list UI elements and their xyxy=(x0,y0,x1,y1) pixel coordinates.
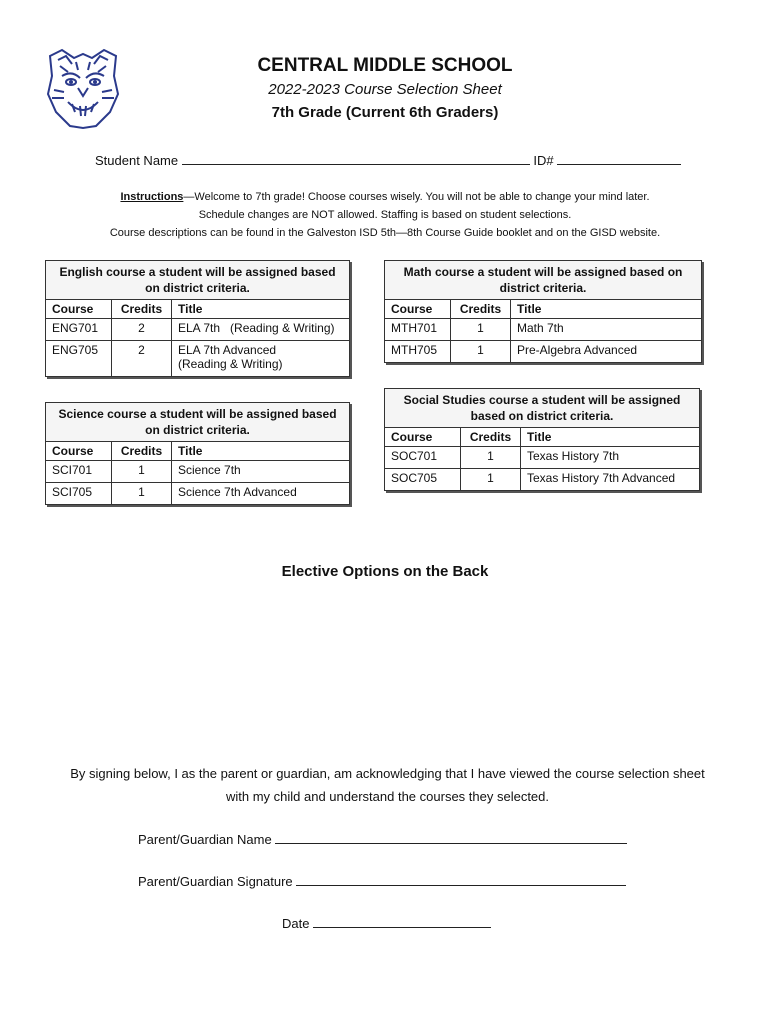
guardian-name-field[interactable] xyxy=(275,830,627,844)
table-row xyxy=(385,319,702,341)
course-title: Texas History 7th Advanced xyxy=(521,469,700,491)
col-header-course: Course xyxy=(46,442,112,461)
course-credits: 1 xyxy=(461,447,521,469)
course-title: Math 7th xyxy=(511,319,702,341)
col-header-credits: Credits xyxy=(112,442,172,461)
instructions-text-1: —Welcome to 7th grade! Choose courses wisely. You will not be able to change your mind later. xyxy=(183,191,650,203)
course-title xyxy=(172,341,350,377)
table-row xyxy=(46,483,350,505)
guardian-signature-label: Parent/Guardian Signature xyxy=(138,874,293,889)
social-studies-table-caption: Social Studies course a student will be assigned based on district criteria. xyxy=(385,389,700,428)
grade-line: 7th Grade (Current 6th Graders) xyxy=(271,104,499,121)
course-credits: 2 xyxy=(112,319,172,341)
instructions-line-2: Schedule changes are NOT allowed. Staffing is based on student selections. xyxy=(198,209,572,221)
guardian-signature-line xyxy=(138,872,626,889)
instructions-label: Instructions xyxy=(120,191,184,203)
date-field[interactable] xyxy=(313,914,491,928)
science-table-caption: Science course a student will be assigned based on district criteria. xyxy=(46,403,350,442)
course-code: SCI701 xyxy=(46,461,112,483)
math-course-table xyxy=(384,260,702,363)
table-row xyxy=(385,341,702,363)
course-title: Pre-Algebra Advanced xyxy=(511,341,702,363)
guardian-name-line xyxy=(138,830,627,847)
course-code: SCI705 xyxy=(46,483,112,505)
sheet-title: 2022-2023 Course Selection Sheet xyxy=(268,81,502,98)
table-row xyxy=(385,469,700,491)
course-credits: 2 xyxy=(112,341,172,377)
table-row xyxy=(46,461,350,483)
col-header-credits: Credits xyxy=(112,300,172,319)
course-credits: 1 xyxy=(451,319,511,341)
course-code: ENG701 xyxy=(46,319,112,341)
science-course-table xyxy=(45,402,350,505)
student-name-field[interactable] xyxy=(182,151,530,165)
col-header-title: Title xyxy=(511,300,702,319)
table-row xyxy=(46,341,350,377)
guardian-name-label: Parent/Guardian Name xyxy=(138,832,272,847)
instructions-line-3: Course descriptions can be found in the Galveston ISD 5th—8th Course Guide booklet and on the GISD website. xyxy=(109,227,661,239)
math-table-caption: Math course a student will be assigned based on district criteria. xyxy=(385,261,702,300)
col-header-title: Title xyxy=(521,428,700,447)
instructions xyxy=(0,188,770,242)
course-code: ENG705 xyxy=(46,341,112,377)
acknowledgement-text: By signing below, I as the parent or guardian, am acknowledging that I have viewed the course selection sheet with my child and understand the courses they selected. xyxy=(70,766,705,804)
col-header-course: Course xyxy=(46,300,112,319)
course-credits: 1 xyxy=(112,461,172,483)
course-title: Texas History 7th xyxy=(521,447,700,469)
course-code: MTH705 xyxy=(385,341,451,363)
date-line xyxy=(282,914,491,931)
english-course-table xyxy=(45,260,350,377)
course-credits: 1 xyxy=(112,483,172,505)
student-id-field[interactable] xyxy=(557,151,681,165)
col-header-title: Title xyxy=(172,300,350,319)
col-header-credits: Credits xyxy=(451,300,511,319)
english-table-caption: English course a student will be assigned based on district criteria. xyxy=(46,261,350,300)
table-row xyxy=(385,447,700,469)
col-header-course: Course xyxy=(385,300,451,319)
course-code: SOC705 xyxy=(385,469,461,491)
course-credits: 1 xyxy=(451,341,511,363)
course-title: ELA 7th (Reading & Writing) xyxy=(172,319,350,341)
col-header-course: Course xyxy=(385,428,461,447)
course-code: SOC701 xyxy=(385,447,461,469)
student-name-label: Student Name xyxy=(95,153,179,168)
elective-options-note: Elective Options on the Back xyxy=(281,563,489,580)
school-name: CENTRAL MIDDLE SCHOOL xyxy=(257,55,513,76)
course-title-line-2: (Reading & Writing) xyxy=(178,357,283,371)
course-code: MTH701 xyxy=(385,319,451,341)
course-title: Science 7th Advanced xyxy=(172,483,350,505)
student-info-line xyxy=(95,151,681,168)
col-header-title: Title xyxy=(172,442,350,461)
date-label: Date xyxy=(282,916,310,931)
col-header-credits: Credits xyxy=(461,428,521,447)
social-studies-course-table xyxy=(384,388,700,491)
student-id-label: ID# xyxy=(533,153,554,168)
guardian-signature-field[interactable] xyxy=(296,872,626,886)
table-row xyxy=(46,319,350,341)
course-title-line-1: ELA 7th Advanced xyxy=(178,343,277,357)
instructions-line-1 xyxy=(0,188,770,206)
course-title: Science 7th xyxy=(172,461,350,483)
course-credits: 1 xyxy=(461,469,521,491)
